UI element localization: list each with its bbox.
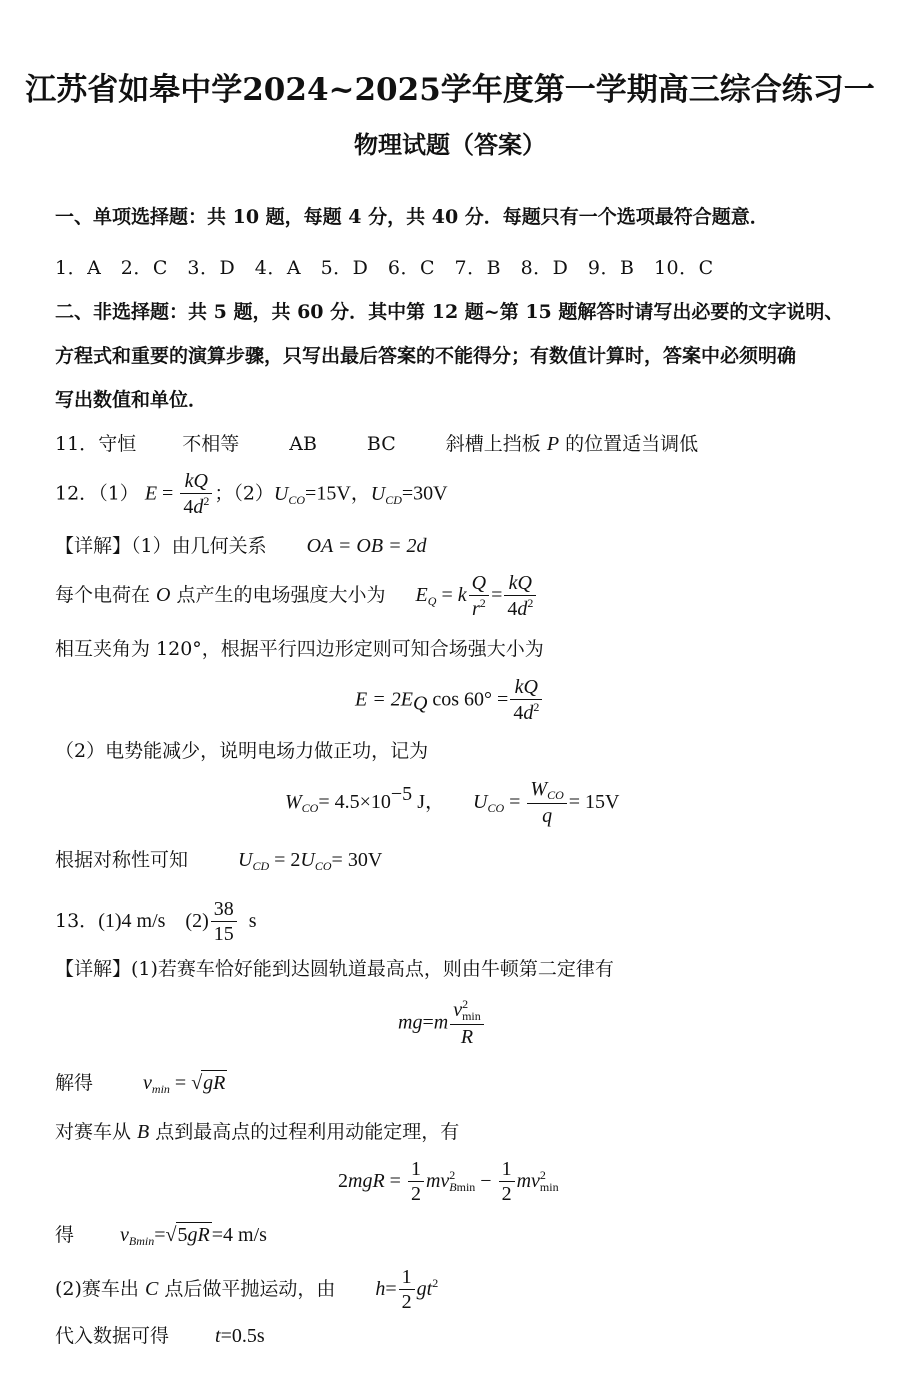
q13-detail-line6: 得 $v_{Bmin}=√5gR =4$ m/s <box>55 1224 267 1248</box>
q13-vbmin-value: =4 m/s <box>211 1224 267 1246</box>
q13-eq-newton: mg=m $\frac{v^2_{min}}{R}$ <box>398 998 486 1049</box>
q12-symmetry-text: 根据对称性可知 <box>55 849 189 871</box>
section2-heading-line3: 写出数值和单位． <box>55 389 208 411</box>
q12-ucd-eq-tail: = 30V <box>331 849 383 871</box>
q11-item-1: 守恒 <box>98 433 137 455</box>
page-subtitle: 物理试题（答案） <box>354 130 546 159</box>
q11-item-2: 不相等 <box>182 433 240 455</box>
q13-time-value: =0.5s <box>220 1325 265 1347</box>
q12-detail-text2-var: O <box>156 584 171 607</box>
q12-geometry-eq: OA = OB = 2d <box>306 535 427 557</box>
q12-voltage-value: = 15V <box>568 790 620 813</box>
section1-heading: 一、单项选择题：共 10 题，每题 4 分，共 40 分．每题只有一个选项最符合题意． <box>55 206 769 228</box>
section1-answers: 1．A 2．C 3．D 4．A 5．D 6．C 7．B 8．D 9．B 10．C <box>55 257 714 279</box>
q13-detail-text7-pre: (2)赛车出 <box>55 1278 145 1300</box>
q11-number: 11． <box>55 433 99 455</box>
q13-ans2-den: 15 <box>213 923 234 945</box>
section2-heading-line2: 方程式和重要的演算步骤，只写出最后答案的不能得分；有数值计算时，答案中必须明确 <box>55 345 797 367</box>
q12-detail-line7: 根据对称性可知 $U_{CD} = 2U_{CO}= 30V$ <box>55 849 383 873</box>
q13-ans2-label: (2) <box>185 910 209 932</box>
q13-detail-text4-pre: 对赛车从 <box>55 1121 138 1143</box>
q12-detail-text2-post: 点产生的电场强度大小为 <box>170 584 386 607</box>
q13-number: 13． <box>55 910 99 932</box>
q12-part1-label: （1） <box>98 482 139 505</box>
q13-substitute-text: 代入数据可得 <box>55 1325 170 1347</box>
q13-detail-line3: 解得 $v_{min} = √gR$ <box>55 1072 226 1096</box>
q12-detail-line2 <box>55 572 538 621</box>
q13-solve-text: 解得 <box>55 1072 94 1094</box>
q12-detail-line1 <box>55 534 427 558</box>
page-title: 江苏省如皋中学2024~2025学年度第一学期高三综合练习一 <box>25 72 875 108</box>
q13-detail-line1 <box>55 958 614 981</box>
q11-item-5-var: P <box>546 433 560 455</box>
q13-detail-text7-var: C <box>144 1278 159 1300</box>
q13-detail-label: 【详解】 <box>55 958 132 980</box>
q11-item-5-pre: 斜槽上挡板 <box>445 433 547 455</box>
q12-detail-line5: （2）电势能减少，说明电场力做正功，记为 <box>55 740 429 762</box>
q11-item-4: BC <box>366 433 396 455</box>
q12-number: 12． <box>55 482 99 505</box>
q12-work-unit: J， <box>412 790 445 813</box>
q13-detail-text7-post: 点后做平抛运动，由 <box>158 1278 336 1300</box>
q13-result-text: 得 <box>55 1224 75 1246</box>
q11-answer <box>55 432 698 456</box>
q12-eq-work-voltage: $W_{CO}= 4.5\times 10^{-5}$ J， $U_{CO}$ = $\frac{W_{CO}}{q}$ = 15V <box>285 778 620 827</box>
q12-part2-label: ；（2） <box>214 482 274 505</box>
q13-detail-text4-post: 点到最高点的过程利用动能定理，有 <box>149 1121 460 1143</box>
q13-detail-text4-var: B <box>137 1121 150 1143</box>
q13-ans2-num: 38 <box>211 898 237 922</box>
q12-eq-total-pre: E = 2E <box>355 688 413 711</box>
q12-work-exp: −5 <box>390 782 413 805</box>
q11-item-5-post: 的位置适当调低 <box>559 433 699 455</box>
q13-detail-text1: (1)若赛车恰好能到达圆轨道最高点，则由牛顿第二定律有 <box>131 958 614 980</box>
q12-eq-total-mid: cos 60° = <box>432 688 509 711</box>
q12-detail-label: 【详解】 <box>55 535 132 557</box>
q13-ans2-unit: s <box>248 910 257 932</box>
q13-eq-energy: 2mgR = $\frac{1}{2}$ $mv^2_{Bmin}$ − $\frac{1}{2}$ $mv^2_{min}$ <box>338 1158 559 1205</box>
q12-detail-text2-pre: 每个电荷在 <box>55 584 157 607</box>
q12-uco-value: =15V， <box>305 482 371 505</box>
q13-detail-line4 <box>55 1120 459 1144</box>
q13-detail-line7: (2)赛车出 C 点后做平抛运动，由 h= $\frac{1}{2}$ $gt^2$ <box>55 1266 439 1313</box>
q13-ans1: (1)4 m/s <box>98 910 166 932</box>
q12-eq-single-field: $E_Q = k$ $\frac{Q}{r^2}$ = $\frac{kQ}{4d^2}$ <box>416 584 539 606</box>
q12-work-value: = 4.5×10 <box>318 790 391 813</box>
q12-answer: 12．（1） E = $\frac{kQ}{4d^2}$ ；$(2)U_{CO}=15V$，$U_{CD}=30V$ <box>55 470 448 518</box>
q12-eq-total-field: $E = 2E_Q$ cos 60° = $\frac{kQ}{4d^2}$ <box>355 676 544 725</box>
q13-answer <box>55 898 257 946</box>
q12-detail-line3: 相互夹角为 120°，根据平行四边形定则可知合场强大小为 <box>55 638 544 660</box>
q12-field-fraction: $\frac{kQ}{4d^2}$ <box>180 470 212 519</box>
q12-ucd-value: =30V <box>401 482 448 505</box>
q13-detail-line8: 代入数据可得 t=0.5s <box>55 1325 265 1347</box>
q11-item-3: AB <box>289 433 317 455</box>
q12-detail-text1: （1）由几何关系 <box>131 535 267 557</box>
section2-heading-line1: 二、非选择题：共 5 题，共 60 分．其中第 12 题~第 15 题解答时请写出必要的文字说明、 <box>55 301 844 323</box>
